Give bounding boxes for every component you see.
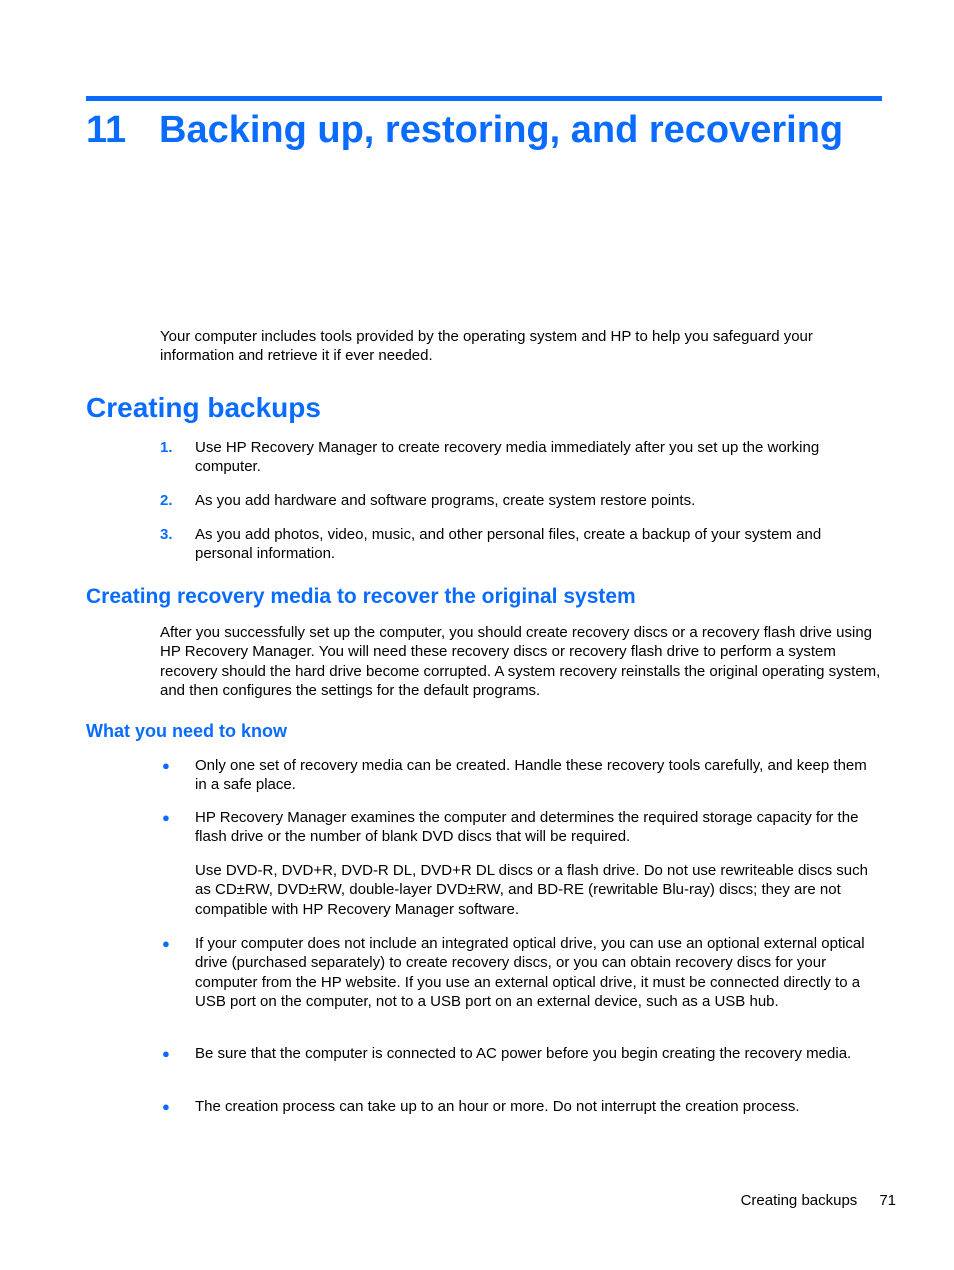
intro-paragraph: Your computer includes tools provided by the operating system and HP to help you safeguard your information and retrieve it if ever needed.: [160, 328, 813, 365]
bullet-item: [160, 1097, 882, 1116]
bullet-item: [160, 1044, 882, 1063]
step-text: As you add hardware and software programs, create system restore points.: [195, 492, 696, 509]
footer-section: Creating backups: [740, 1192, 858, 1209]
bullet-icon: ●: [162, 1046, 170, 1061]
bullet-icon: ●: [162, 1099, 170, 1114]
numbered-step: [160, 438, 882, 477]
page-number: 71: [879, 1192, 896, 1209]
step-text: As you add photos, video, music, and other personal files, create a backup of your system and personal information.: [195, 526, 822, 563]
bullet-note: [160, 861, 882, 919]
section-heading: Creating backups: [86, 392, 321, 423]
chapter-rule: [86, 96, 882, 101]
chapter-number: 11: [86, 109, 127, 151]
bullet-icon: ●: [162, 810, 170, 825]
step-text: Use HP Recovery Manager to create recovery media immediately after you set up the working computer.: [195, 439, 820, 476]
step-number: 1.: [160, 439, 173, 456]
bullet-text: The creation process can take up to an hour or more. Do not interrupt the creation process.: [195, 1098, 800, 1115]
bullet-note-text: Use DVD-R, DVD+R, DVD-R DL, DVD+R DL discs or a flash drive. Do not use rewriteable discs such as CD±RW, DVD±RW, double-layer DVD±RW, and BD-RE (rewritable Blu-ray) discs; they are not compatible with HP Recovery Manager software.: [195, 862, 868, 918]
subsection-paragraph: After you successfully set up the computer, you should create recovery discs or a recovery flash drive using HP Recovery Manager. You will need these recovery discs or recovery flash drive to perform a system recovery should the hard drive become corrupted. A system recovery reinstalls the original operating system, and then configures the settings for the default programs.: [160, 624, 881, 699]
page-footer: [741, 1191, 896, 1211]
step-number: 3.: [160, 526, 173, 543]
subsection-heading: Creating recovery media to recover the original system: [86, 585, 636, 608]
bullet-text: Be sure that the computer is connected to AC power before you begin creating the recovery media.: [195, 1045, 852, 1062]
chapter-title: Backing up, restoring, and recovering: [159, 109, 844, 151]
bullet-text: Only one set of recovery media can be created. Handle these recovery tools carefully, and keep them in a safe place.: [195, 757, 867, 794]
step-number: 2.: [160, 492, 173, 509]
numbered-step: [160, 525, 882, 564]
numbered-step: [160, 491, 882, 510]
bullet-text: If your computer does not include an integrated optical drive, you can use an optional external optical drive (purchased separately) to create recovery discs, or you can obtain recovery discs for your computer from the HP website. If you use an external optical drive, it must be connected directly to a USB port on the computer, not to a USB port on an external device, such as a USB hub.: [195, 935, 865, 1010]
bullet-item: [160, 756, 882, 795]
bullet-item: [160, 934, 882, 1011]
subsubsection-heading: What you need to know: [86, 721, 287, 741]
bullet-icon: ●: [162, 936, 170, 951]
bullet-text: HP Recovery Manager examines the computer and determines the required storage capacity for the flash drive or the number of blank DVD discs that will be required.: [195, 809, 859, 846]
chapter-heading: [86, 104, 843, 156]
bullet-icon: ●: [162, 758, 170, 773]
bullet-item: [160, 808, 882, 847]
